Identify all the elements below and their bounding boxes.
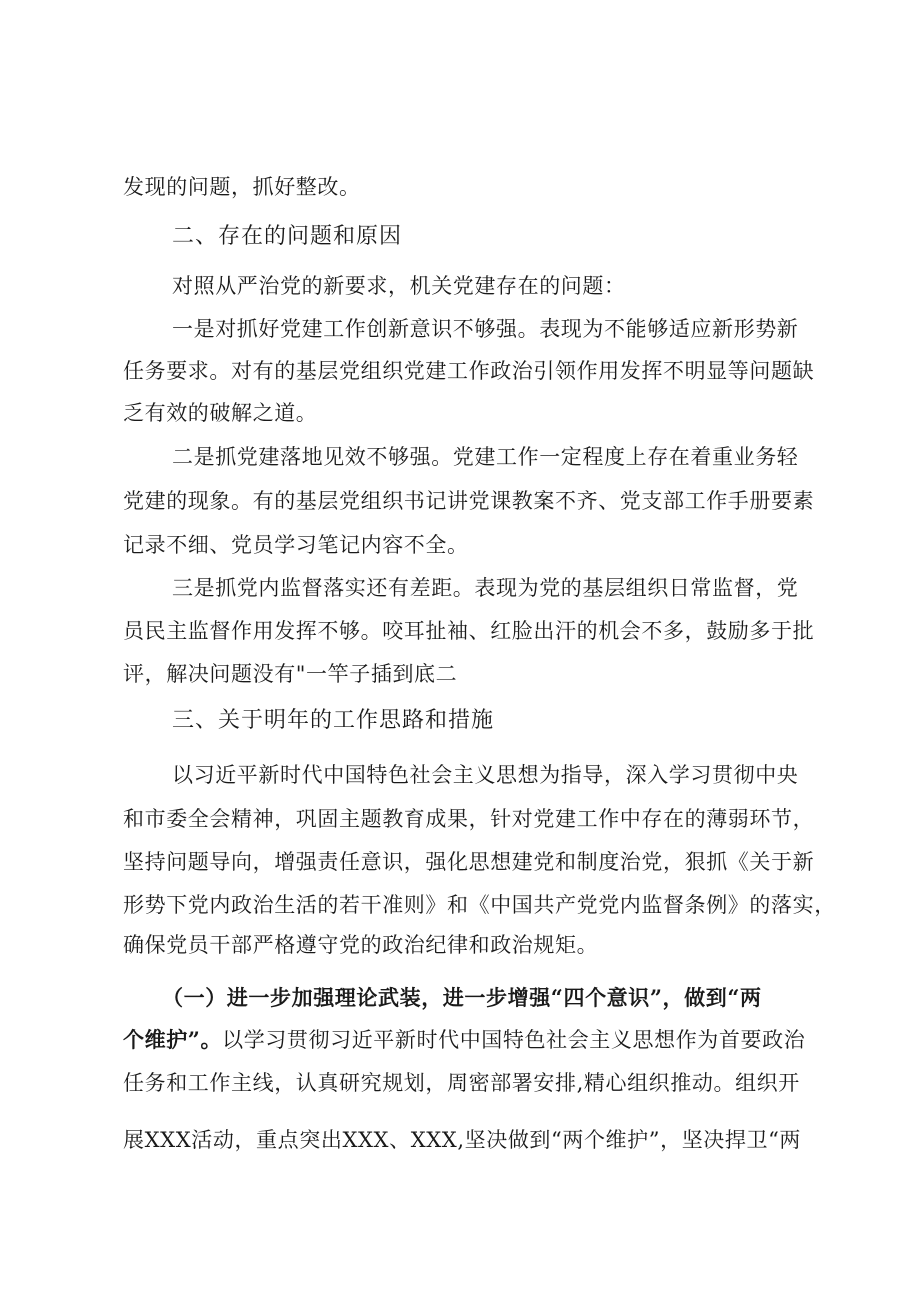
paragraph-line: 记录不细、党员学习笔记内容不全。 xyxy=(123,533,469,557)
paragraph-line: 形势下党内政治生活的若干准则》和《中国共产党党内监督条例》的落实， xyxy=(123,893,836,917)
section-heading: 三、关于明年的工作思路和措施 xyxy=(172,708,495,733)
paragraph-line: 展XXX活动，重点突出XXX、XXX,坚决做到“两个维护”，坚决捍卫“两 xyxy=(123,1128,802,1152)
paragraph-line: 一是对抓好党建工作创新意识不够强。表现为不能够适应新形势新 xyxy=(172,317,799,341)
paragraph-line: 员民主监督作用发挥不够。咬耳扯袖、红脸出汗的机会不多，鼓励多于批 xyxy=(123,619,815,643)
paragraph-line: 确保党员干部严格遵守党的政治纪律和政治规矩。 xyxy=(123,933,599,957)
paragraph-line: 对照从严治党的新要求，机关党建存在的问题： xyxy=(172,274,626,298)
paragraph-line: 坚持问题导向，增强责任意识，强化思想建党和制度治党，狠抓《关于新 xyxy=(123,850,815,874)
subsection-heading-tail: 个维护”。 xyxy=(123,1027,223,1052)
paragraph-line: 党建的现象。有的基层党组织书记讲党课教案不齐、党支部工作手册要素 xyxy=(123,489,815,513)
paragraph-line: 和市委全会精神，巩固主题教育成果，针对党建工作中存在的薄弱环节， xyxy=(123,807,815,831)
paragraph-line: 发现的问题，抓好整改。 xyxy=(123,175,361,199)
paragraph-line xyxy=(123,1025,823,1055)
paragraph-text: 以学习贯彻习近平新时代中国特色社会主义思想作为首要政治 xyxy=(222,1028,806,1052)
paragraph-line: 任务和工作主线，认真研究规划，周密部署安排,精心组织推动。组织开 xyxy=(123,1071,800,1095)
paragraph-line: 评，解决问题没有"一竿子插到底二 xyxy=(123,662,458,686)
paragraph-line: 三是抓党内监督落实还有差距。表现为党的基层组织日常监督，党 xyxy=(172,576,799,600)
paragraph-line: 以习近平新时代中国特色社会主义思想为指导，深入学习贯彻中央 xyxy=(172,763,799,787)
paragraph-line: 乏有效的破解之道。 xyxy=(123,401,318,425)
section-heading: 二、存在的问题和原因 xyxy=(172,224,403,249)
paragraph-line: 二是抓党建落地见效不够强。党建工作一定程度上存在着重业务轻 xyxy=(172,445,799,469)
subsection-heading: （一）进一步加强理论武装，进一步增强“四个意识”，做到“两 xyxy=(162,985,762,1010)
paragraph-line: 任务要求。对有的基层党组织党建工作政治引领作用发挥不明显等问题缺 xyxy=(123,359,815,383)
